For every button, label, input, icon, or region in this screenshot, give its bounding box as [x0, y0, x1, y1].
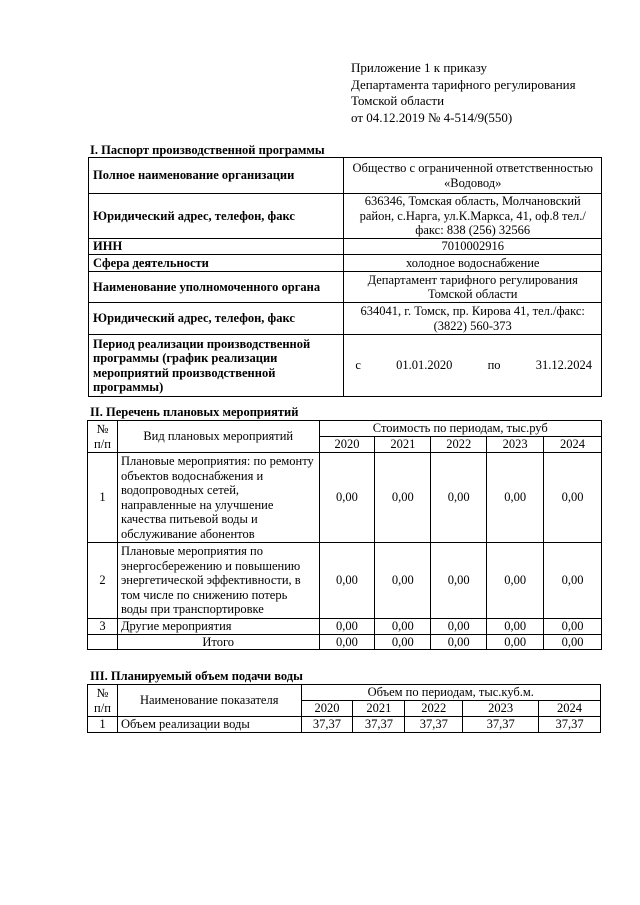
row-value: 0,00 [319, 453, 375, 543]
row-value: 0,00 [319, 543, 375, 619]
year-header: 2021 [353, 701, 405, 717]
passport-value: 634041, г. Томск, пр. Кирова 41, тел./факс: (3822) 560-373 [344, 303, 602, 335]
row-value: 0,00 [375, 453, 431, 543]
passport-value: Департамент тарифного регулирования Томской области [344, 272, 602, 303]
row-value: 0,00 [544, 619, 602, 635]
passport-value: Общество с ограниченной ответственностью «Водовод» [344, 158, 602, 194]
year-header: 2024 [539, 701, 601, 717]
year-header: 2020 [301, 701, 353, 717]
row-value: 0,00 [431, 453, 487, 543]
row-value: 0,00 [544, 453, 602, 543]
year-header: 2020 [319, 437, 375, 453]
row-value: 0,00 [487, 453, 544, 543]
passport-label: Юридический адрес, телефон, факс [89, 303, 344, 335]
passport-row [89, 303, 602, 335]
row-num: 3 [88, 619, 118, 635]
passport-label: ИНН [89, 239, 344, 255]
total-value: 0,00 [487, 634, 544, 650]
total-value: 0,00 [375, 634, 431, 650]
table-row [88, 453, 602, 543]
passport-row [89, 194, 602, 239]
col-volume-header: Объем по периодам, тыс.куб.м. [301, 685, 601, 701]
row-value: 0,00 [544, 543, 602, 619]
year-header: 2023 [487, 437, 544, 453]
table-row [88, 717, 601, 733]
document-header [351, 60, 576, 126]
period-from-word: с [355, 358, 361, 373]
row-value: 0,00 [487, 619, 544, 635]
volume-table [87, 684, 601, 733]
row-num: 1 [88, 453, 118, 543]
row-value: 37,37 [353, 717, 405, 733]
total-row [88, 634, 602, 650]
passport-row [89, 239, 602, 255]
row-value: 37,37 [463, 717, 539, 733]
passport-value: холодное водоснабжение [344, 255, 602, 272]
row-value: 0,00 [375, 619, 431, 635]
row-value: 0,00 [487, 543, 544, 619]
passport-label: Юридический адрес, телефон, факс [89, 194, 344, 239]
row-name: Плановые мероприятия по энергосбережению и повышению энергетической эффективности, в том числе по снижению потерь воды при транспортировке [117, 543, 319, 619]
passport-label: Сфера деятельности [89, 255, 344, 272]
passport-label: Наименование уполномоченного органа [89, 272, 344, 303]
row-num: 2 [88, 543, 118, 619]
passport-row [89, 255, 602, 272]
passport-value: 7010002916 [344, 239, 602, 255]
period-label: Период реализации производственной программы (график реализации мероприятий производственной программы) [89, 335, 344, 397]
total-label: Итого [117, 634, 319, 650]
section-3-title: III. Планируемый объем подачи воды [90, 669, 303, 683]
period-to-word: по [487, 358, 501, 373]
table-row [88, 543, 602, 619]
col-name-header: Вид плановых мероприятий [117, 421, 319, 453]
col-cost-header: Стоимость по периодам, тыс.руб [319, 421, 601, 437]
period-value [344, 335, 602, 397]
row-value: 37,37 [301, 717, 353, 733]
table-row [88, 619, 602, 635]
section-1-title: I. Паспорт производственной программы [90, 143, 325, 157]
row-value: 0,00 [431, 619, 487, 635]
year-header: 2022 [431, 437, 487, 453]
passport-table [88, 157, 602, 397]
year-header: 2021 [375, 437, 431, 453]
row-value: 0,00 [431, 543, 487, 619]
section-2-title: II. Перечень плановых мероприятий [90, 405, 299, 419]
passport-label: Полное наименование организации [89, 158, 344, 194]
measures-table [87, 420, 602, 650]
row-value: 37,37 [539, 717, 601, 733]
year-header: 2024 [544, 437, 602, 453]
header-line-2: Департамента тарифного регулирования [351, 76, 576, 92]
total-value: 0,00 [431, 634, 487, 650]
col-name-header: Наименование показателя [117, 685, 301, 717]
col-num-header: № п/п [88, 685, 118, 717]
passport-row [89, 158, 602, 194]
row-name: Плановые мероприятия: по ремонту объектов водоснабжения и водопроводных сетей, направленные на улучшение качества питьевой воды и обслуживание абонентов [117, 453, 319, 543]
year-header: 2022 [405, 701, 463, 717]
row-value: 0,00 [319, 619, 375, 635]
header-line-3: Томской области [351, 93, 445, 108]
period-from-date: 01.01.2020 [396, 358, 453, 373]
header-line-1: Приложение 1 к приказу [351, 60, 488, 75]
passport-value: 636346, Томская область, Молчановский район, с.Нарга, ул.К.Маркса, 41, оф.8 тел./факс: 838 (256) 32566 [344, 194, 602, 239]
col-num-header: № п/п [88, 421, 118, 453]
total-value: 0,00 [544, 634, 602, 650]
row-value: 0,00 [375, 543, 431, 619]
row-num: 1 [88, 717, 118, 733]
passport-row [89, 272, 602, 303]
period-to-date: 31.12.2024 [535, 358, 592, 373]
passport-period-row [89, 335, 602, 397]
row-name: Объем реализации воды [117, 717, 301, 733]
header-line-4: от 04.12.2019 № 4-514/9(550) [351, 109, 513, 125]
row-name: Другие мероприятия [117, 619, 319, 635]
total-value: 0,00 [319, 634, 375, 650]
year-header: 2023 [463, 701, 539, 717]
row-value: 37,37 [405, 717, 463, 733]
